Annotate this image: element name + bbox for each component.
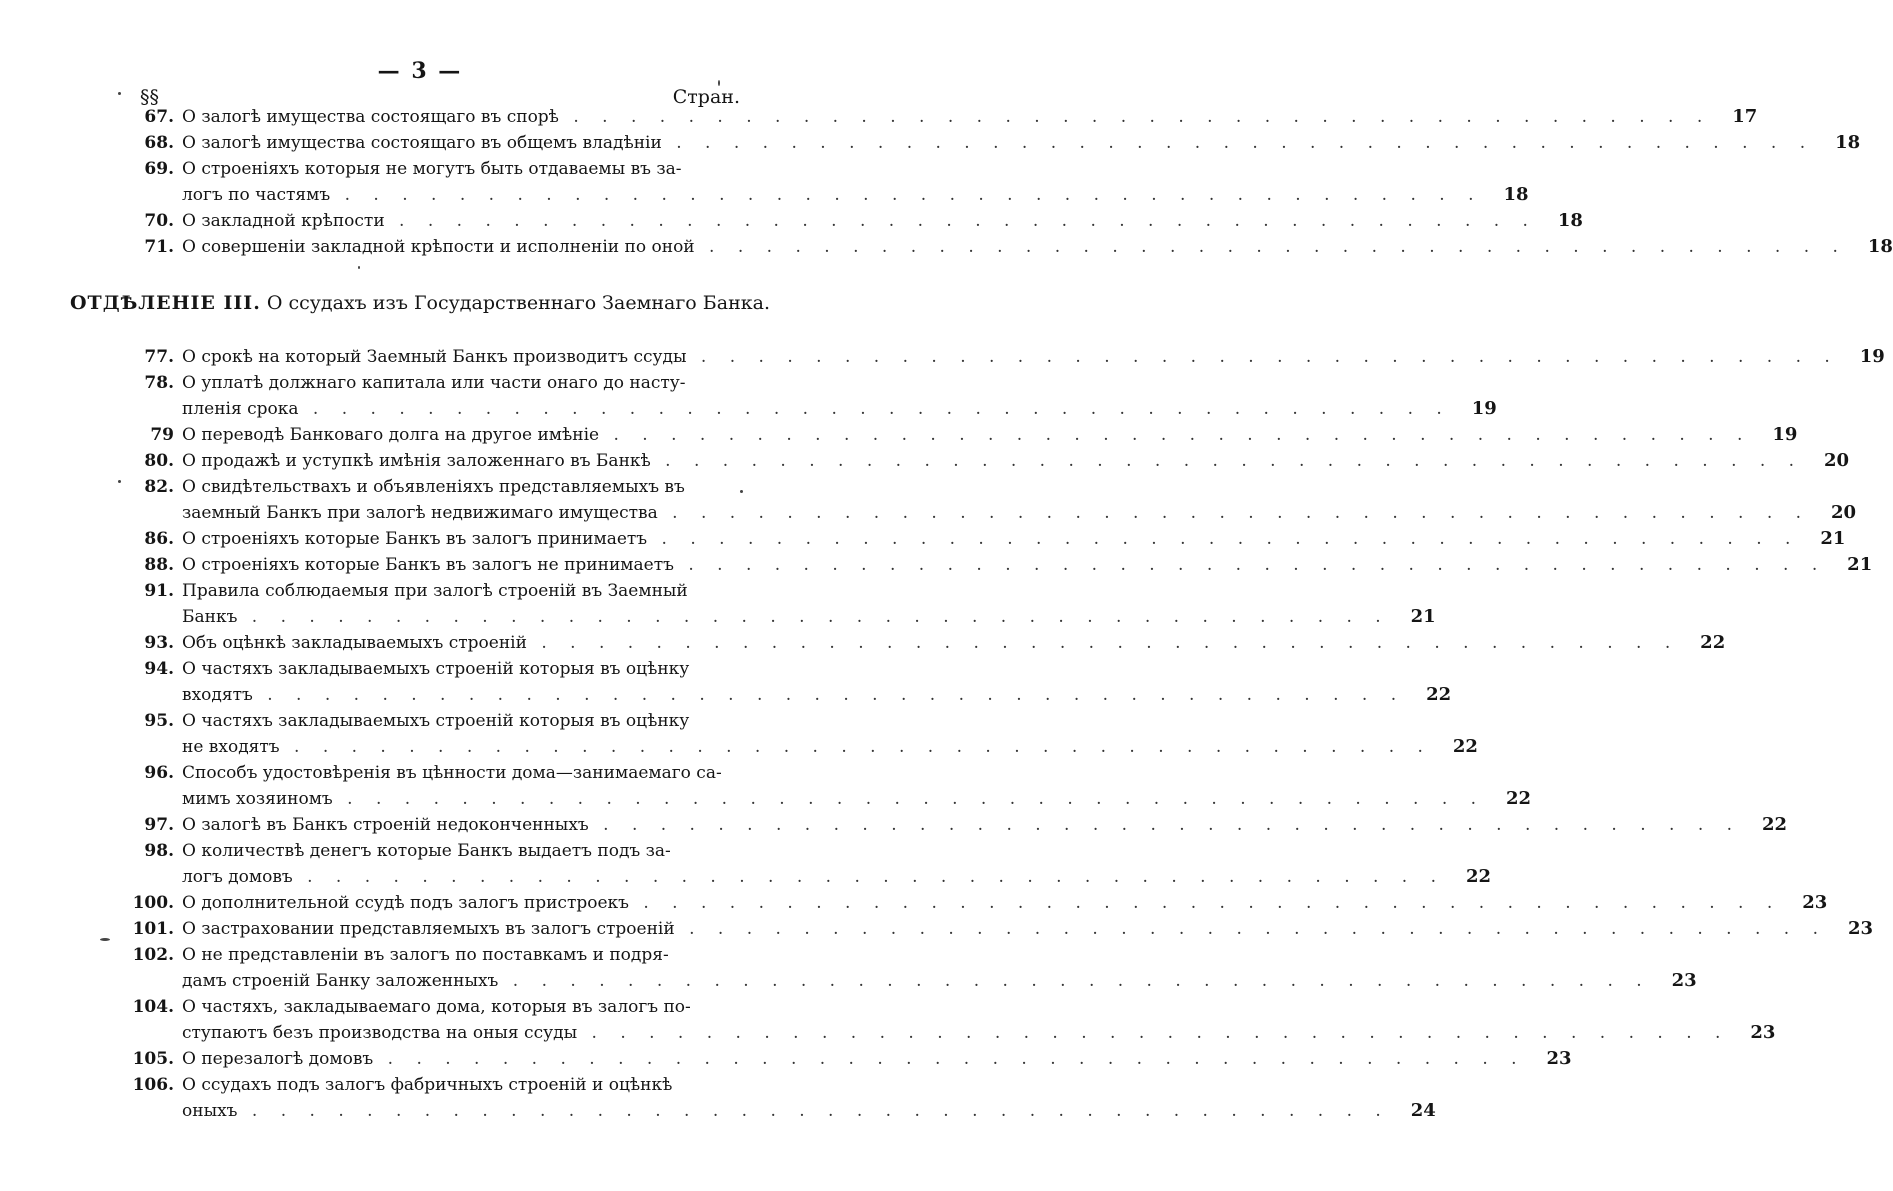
page-reference: 24: [1410, 1100, 1436, 1121]
page-reference: 21: [1847, 554, 1873, 575]
section-heading-label: ОТДѢЛЕНІЕ III.: [70, 292, 261, 314]
page-reference: 18: [1867, 236, 1893, 257]
dot-leader: . . . . . . . . . . . . . . . . . . . . . . . . . . . . . . . . . . . . . . . .: [661, 133, 1815, 153]
dot-leader: . . . . . . . . . . . . . . . . . . . . . . . . . . . . . . . . . . . . . . . .: [558, 107, 1712, 127]
section-number: 96.: [144, 763, 174, 783]
dot-leader: . . . . . . . . . . . . . . . . . . . . . . . . . . . . . . . . . . . . . . . .: [647, 529, 1800, 549]
entry-title: пленія срока . . . . . . . . . . . . . . . . . . . . . . . . . . . . . . . . . . . . . . . .: [182, 399, 1451, 419]
dot-leader: . . . . . . . . . . . . . . . . . . . . . . . . . . . . . . . . . . . . . . . .: [292, 867, 1446, 887]
toc-entry-line: [112, 1072, 742, 1098]
toc-entry-line: [112, 864, 1492, 890]
dot-leader: . . . . . . . . . . . . . . . . . . . . . . . . . . . . . . . . . . . . . . . .: [298, 399, 1451, 419]
entry-title: О переводѣ Банковаго долга на другое имѣніе . . . . . . . . . . . . . . . . . . . . . . . . . . . . . . . . . . . . . . . .: [182, 425, 1752, 445]
dot-leader: . . . . . . . . . . . . . . . . . . . . . . . . . . . . . . . . . . . . . . . .: [252, 685, 1406, 705]
toc-entry-line: [112, 604, 1436, 630]
toc-entry-line: [112, 396, 1497, 422]
section-number: 95.: [144, 711, 174, 731]
page-reference: 21: [1410, 606, 1436, 627]
toc-entry-line: [112, 656, 742, 682]
section-number: 70.: [144, 211, 174, 231]
dot-leader: . . . . . . . . . . . . . . . . . . . . . . . . . . . . . . . . . . . . . . . .: [674, 919, 1828, 939]
page-reference: 23: [1847, 918, 1874, 939]
toc-list-section-3: [112, 344, 1885, 1124]
page-reference: 18: [1503, 184, 1529, 205]
dot-leader: . . . . . . . . . . . . . . . . . . . . . . . . . . . . . . . . . . . . . . . .: [673, 555, 1827, 575]
section-number: 104.: [132, 997, 174, 1017]
dot-leader: . . . . . . . . . . . . . . . . . . . . . . . . . . . . . . . . . . . . . . . .: [599, 425, 1752, 445]
toc-entry-line: [112, 968, 1697, 994]
section-number: 100.: [132, 893, 174, 913]
toc-entry-line: [112, 994, 742, 1020]
entry-title: О частяхъ закладываемыхъ строеній которыя въ оцѣнку: [182, 659, 690, 679]
section-number: 69.: [144, 159, 174, 179]
page-reference: 22: [1465, 866, 1492, 887]
dot-leader: . . . . . . . . . . . . . . . . . . . . . . . . . . . . . . . . . . . . . . . .: [237, 1101, 1390, 1121]
toc-entry-line: [112, 812, 1788, 838]
entry-title: О строеніяхъ которые Банкъ въ залогъ не принимаетъ . . . . . . . . . . . . . . . . . . . . . . . . . . . . . . . . . . . . . . . .: [182, 555, 1827, 575]
page-reference: 23: [1546, 1048, 1572, 1069]
dot-leader: . . . . . . . . . . . . . . . . . . . . . . . . . . . . . . . . . . . . . . . .: [330, 185, 1483, 205]
entry-title: Правила соблюдаемыя при залогѣ строеній въ Заемный: [182, 581, 688, 601]
entry-title: ступаютъ безъ производства на оныя ссуды . . . . . . . . . . . . . . . . . . . . . . . . . . . . . . . . . . . . . . . .: [182, 1023, 1730, 1043]
toc-entry-line: [112, 838, 742, 864]
dot-leader: . . . . . . . . . . . . . . . . . . . . . . . . . . . . . . . . . . . . . . . .: [628, 893, 1782, 913]
toc-entry-line: [112, 552, 1873, 578]
toc-entry-line: [112, 630, 1726, 656]
page-reference: 23: [1671, 970, 1697, 991]
section-number: 77.: [144, 347, 174, 367]
section-number: 86.: [144, 529, 174, 549]
toc-entry-line: [112, 1046, 1572, 1072]
entry-title: О залогѣ въ Банкъ строеній недоконченныхъ . . . . . . . . . . . . . . . . . . . . . . . . . . . . . . . . . . . . . . . .: [182, 815, 1742, 835]
entry-title: О частяхъ, закладываемаго дома, которыя въ залогъ по-: [182, 997, 691, 1017]
entry-title: дамъ строеній Банку заложенныхъ . . . . . . . . . . . . . . . . . . . . . . . . . . . . . . . . . . . . . . . .: [182, 971, 1651, 991]
page-reference: 23: [1802, 892, 1828, 913]
toc-entry-line: [112, 682, 1452, 708]
page-reference: 21: [1820, 528, 1846, 549]
page-reference: 22: [1506, 788, 1532, 809]
entry-title: мимъ хозяиномъ . . . . . . . . . . . . . . . . . . . . . . . . . . . . . . . . . . . . . . . .: [182, 789, 1486, 809]
page-reference: 22: [1761, 814, 1788, 835]
toc-entry-line: [112, 1098, 1436, 1124]
toc-entry-line: [112, 130, 1861, 156]
toc-entry-line: [112, 422, 1798, 448]
section-number: 106.: [132, 1075, 174, 1095]
page-reference: 19: [1471, 398, 1497, 419]
entry-title: О совершеніи закладной крѣпости и исполненіи по оной . . . . . . . . . . . . . . . . . . . . . . . . . . . . . . . . . . . . . . . .: [182, 237, 1847, 257]
dot-leader: . . . . . . . . . . . . . . . . . . . . . . . . . . . . . . . . . . . . . . . .: [650, 451, 1804, 471]
toc-entry-line: [112, 760, 742, 786]
toc-entry-line: [112, 578, 742, 604]
dot-leader: . . . . . . . . . . . . . . . . . . . . . . . . . . . . . . . . . . . . . . . .: [373, 1049, 1526, 1069]
section-number: 68.: [144, 133, 174, 153]
entry-title: О срокѣ на который Заемный Банкъ производитъ ссуды . . . . . . . . . . . . . . . . . . . . . . . . . . . . . . . . . . . . . . . .: [182, 347, 1839, 367]
section-mark-header: §§: [140, 86, 159, 108]
entry-title: О частяхъ закладываемыхъ строеній которыя въ оцѣнку: [182, 711, 690, 731]
entry-title: заемный Банкъ при залогѣ недвижимаго имущества . . . . . . . . . . . . . . . . . . . . . . . . . . . . . . . . . . . . . . . .: [182, 503, 1811, 523]
entry-title: О уплатѣ должнаго капитала или части онаго до насту-: [182, 373, 686, 393]
toc-list-section-1: [112, 104, 1893, 260]
dot-leader: . . . . . . . . . . . . . . . . . . . . . . . . . . . . . . . . . . . . . . . .: [694, 237, 1847, 257]
section-number: 67.: [144, 107, 174, 127]
toc-entry-line: [112, 234, 1893, 260]
dot-leader: . . . . . . . . . . . . . . . . . . . . . . . . . . . . . . . . . . . . . . . .: [332, 789, 1486, 809]
dot-leader: . . . . . . . . . . . . . . . . . . . . . . . . . . . . . . . . . . . . . . . .: [384, 211, 1537, 231]
dot-leader: . . . . . . . . . . . . . . . . . . . . . . . . . . . . . . . . . . . . . . . .: [279, 737, 1432, 757]
entry-title: логъ домовъ . . . . . . . . . . . . . . . . . . . . . . . . . . . . . . . . . . . . . . . .: [182, 867, 1446, 887]
toc-entry-line: [112, 448, 1850, 474]
dot-leader: . . . . . . . . . . . . . . . . . . . . . . . . . . . . . . . . . . . . . . . .: [498, 971, 1651, 991]
section-number: 71.: [144, 237, 174, 257]
section-heading: [0, 292, 840, 314]
entry-title: О ссудахъ подъ залогъ фабричныхъ строеній и оцѣнкѣ: [182, 1075, 673, 1095]
toc-entry-line: [112, 942, 742, 968]
toc-entry-line: [112, 890, 1828, 916]
entry-title: О строеніяхъ которыя не могутъ быть отдаваемы въ за-: [182, 159, 682, 179]
section-number: 93.: [144, 633, 174, 653]
section-number: 91.: [144, 581, 174, 601]
entry-title: Объ оцѣнкѣ закладываемыхъ строеній . . . . . . . . . . . . . . . . . . . . . . . . . . . . . . . . . . . . . . . .: [182, 633, 1680, 653]
page-reference: 19: [1772, 424, 1798, 445]
toc-entry-line: [112, 916, 1874, 942]
section-heading-text: О ссудахъ изъ Государственнаго Заемнаго Банка.: [266, 292, 770, 314]
page-column-header: Стран.: [672, 86, 740, 108]
dot-leader: . . . . . . . . . . . . . . . . . . . . . . . . . . . . . . . . . . . . . . . .: [237, 607, 1390, 627]
entry-title: О строеніяхъ которые Банкъ въ залогъ принимаетъ . . . . . . . . . . . . . . . . . . . . . . . . . . . . . . . . . . . . . . . .: [182, 529, 1800, 549]
entry-title: логъ по частямъ . . . . . . . . . . . . . . . . . . . . . . . . . . . . . . . . . . . . . . . .: [182, 185, 1483, 205]
page-reference: 20: [1830, 502, 1857, 523]
entry-title: О залогѣ имущества состоящаго въ спорѣ . . . . . . . . . . . . . . . . . . . . . . . . . . . . . . . . . . . . . . . .: [182, 107, 1712, 127]
toc-entry-line: [112, 708, 742, 734]
entry-title: оныхъ . . . . . . . . . . . . . . . . . . . . . . . . . . . . . . . . . . . . . . . .: [182, 1101, 1390, 1121]
dot-leader: . . . . . . . . . . . . . . . . . . . . . . . . . . . . . . . . . . . . . . . .: [686, 347, 1839, 367]
entry-title: О продажѣ и уступкѣ имѣнія заложеннаго въ Банкѣ . . . . . . . . . . . . . . . . . . . . . . . . . . . . . . . . . . . . . . . .: [182, 451, 1804, 471]
page-reference: 19: [1859, 346, 1885, 367]
entry-title: не входятъ . . . . . . . . . . . . . . . . . . . . . . . . . . . . . . . . . . . . . . . .: [182, 737, 1432, 757]
toc-entry-line: [112, 208, 1583, 234]
section-number: 80.: [144, 451, 174, 471]
toc-entry-line: [112, 526, 1846, 552]
page-reference: 17: [1732, 106, 1758, 127]
entry-title: Способъ удостовѣренія въ цѣнности дома—занимаемаго са-: [182, 763, 722, 783]
dot-leader: . . . . . . . . . . . . . . . . . . . . . . . . . . . . . . . . . . . . . . . .: [577, 1023, 1730, 1043]
entry-title: О количествѣ денегъ которые Банкъ выдаетъ подъ за-: [182, 841, 671, 861]
toc-entry-line: [112, 474, 742, 500]
page-number: — 3 —: [377, 58, 463, 84]
page-reference: 22: [1700, 632, 1726, 653]
entry-title: О свидѣтельствахъ и объявленіяхъ представляемыхъ въ: [182, 477, 685, 497]
toc-entry-line: [112, 344, 1885, 370]
page-reference: 23: [1750, 1022, 1776, 1043]
dot-leader: . . . . . . . . . . . . . . . . . . . . . . . . . . . . . . . . . . . . . . . .: [588, 815, 1742, 835]
toc-entry-line: [112, 734, 1478, 760]
section-number: 79: [150, 425, 174, 445]
dot-leader: . . . . . . . . . . . . . . . . . . . . . . . . . . . . . . . . . . . . . . . .: [526, 633, 1680, 653]
entry-title: О закладной крѣпости . . . . . . . . . . . . . . . . . . . . . . . . . . . . . . . . . . . . . . . .: [182, 211, 1537, 231]
entry-title: О застраховании представляемыхъ въ залогъ строеній . . . . . . . . . . . . . . . . . . . . . . . . . . . . . . . . . . . . . . . .: [182, 919, 1828, 939]
entry-title: О залогѣ имущества состоящаго въ общемъ владѣніи . . . . . . . . . . . . . . . . . . . . . . . . . . . . . . . . . . . . . . . .: [182, 133, 1815, 153]
dot-leader: . . . . . . . . . . . . . . . . . . . . . . . . . . . . . . . . . . . . . . . .: [657, 503, 1811, 523]
section-number: 97.: [144, 815, 174, 835]
toc-entry-line: [112, 1020, 1776, 1046]
section-number: 101.: [132, 919, 174, 939]
toc-entry-line: [112, 156, 742, 182]
section-number: 94.: [144, 659, 174, 679]
page-reference: 22: [1452, 736, 1478, 757]
toc-entry-line: [112, 500, 1857, 526]
page-reference: 18: [1835, 132, 1861, 153]
entry-title: О дополнительной ссудѣ подъ залогъ пристроекъ . . . . . . . . . . . . . . . . . . . . . . . . . . . . . . . . . . . . . . . .: [182, 893, 1782, 913]
toc-entry-line: [112, 370, 742, 396]
section-number: 102.: [132, 945, 174, 965]
section-number: 88.: [144, 555, 174, 575]
section-number: 105.: [132, 1049, 174, 1069]
entry-title: Банкъ . . . . . . . . . . . . . . . . . . . . . . . . . . . . . . . . . . . . . . . .: [182, 607, 1390, 627]
toc-entry-line: [112, 786, 1532, 812]
entry-title: входятъ . . . . . . . . . . . . . . . . . . . . . . . . . . . . . . . . . . . . . . . .: [182, 685, 1406, 705]
page-reference: 22: [1426, 684, 1452, 705]
page-reference: 20: [1824, 450, 1850, 471]
section-number: 82.: [144, 477, 174, 497]
page-reference: 18: [1557, 210, 1583, 231]
toc-entry-line: [112, 182, 1529, 208]
section-number: 98.: [144, 841, 174, 861]
toc-entry-line: [112, 104, 1758, 130]
section-number: 78.: [144, 373, 174, 393]
entry-title: О перезалогѣ домовъ . . . . . . . . . . . . . . . . . . . . . . . . . . . . . . . . . . . . . . . .: [182, 1049, 1526, 1069]
entry-title: О не представленіи въ залогъ по поставкамъ и подря-: [182, 945, 669, 965]
